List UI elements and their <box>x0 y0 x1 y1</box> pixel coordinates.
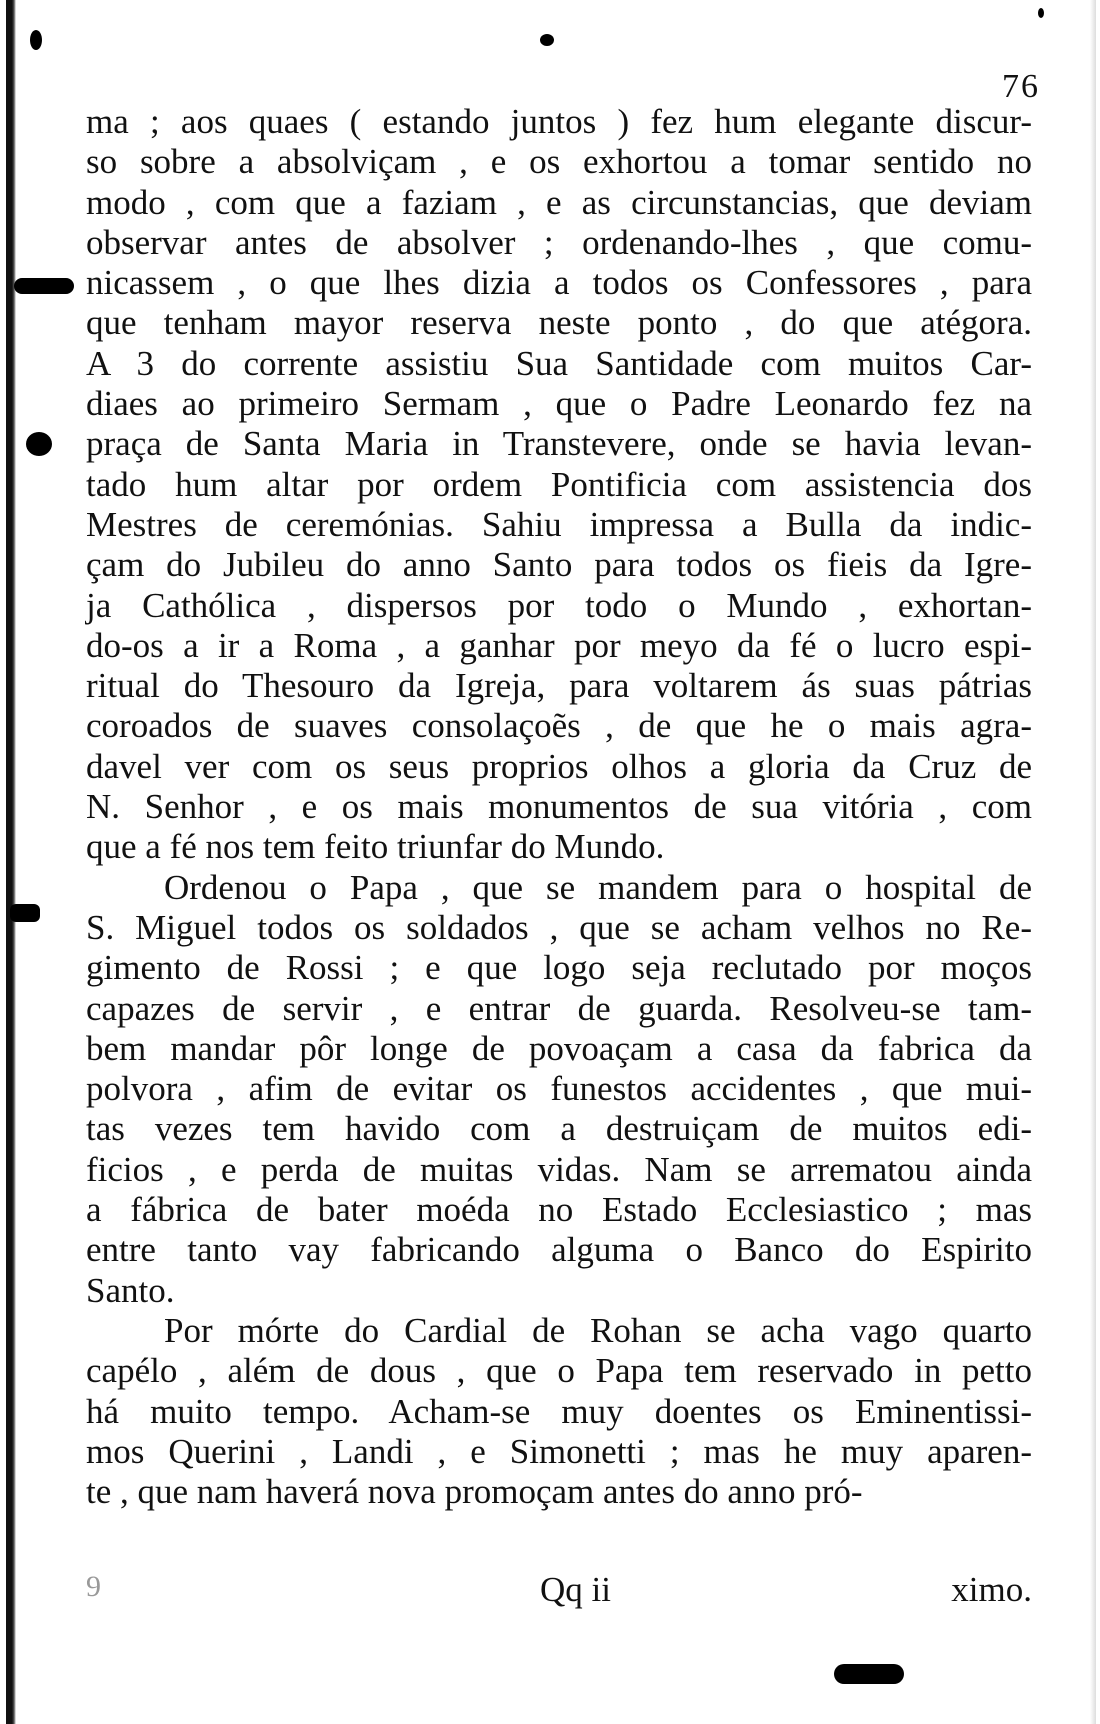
text-line: ja Cathólica , dispersos por todo o Mundo , exhortan- <box>86 585 1032 625</box>
text-line: tas vezes tem havido com a destruiçam de muitos edi- <box>86 1109 1032 1149</box>
text-line: mos Querini , Landi , e Simonetti ; mas he muy aparen- <box>86 1431 1032 1471</box>
text-line: N. Senhor , e os mais monumentos de sua vitória , com <box>86 787 1032 827</box>
text-line: Ordenou o Papa , que se mandem para o hospital de <box>164 867 1032 907</box>
text-line: há muito tempo. Acham-se muy doentes os Eminentissi- <box>86 1391 1032 1431</box>
ink-blot <box>10 904 40 922</box>
text-line: capélo , além de dous , que o Papa tem reservado in petto <box>86 1351 1032 1391</box>
ink-blot <box>30 30 42 50</box>
stray-mark: 9 <box>86 1570 101 1603</box>
text-line: A 3 do corrente assistiu Sua Santidade com muitos Car- <box>86 343 1032 383</box>
text-line: polvora , afim de evitar os funestos accidentes , que mui- <box>86 1069 1032 1109</box>
text-line: Por mórte do Cardial de Rohan se acha vago quarto <box>164 1310 1032 1350</box>
text-line: que tenham mayor reserva neste ponto , do que atégora. <box>86 303 1032 343</box>
text-line: praça de Santa Maria in Transtevere, onde se havia levan- <box>86 424 1032 464</box>
text-line: ficios , e perda de muitas vidas. Nam se arrematou ainda <box>86 1149 1032 1189</box>
ink-blot <box>540 34 554 46</box>
ink-blot <box>26 432 52 456</box>
text-line: ritual do Thesouro da Igreja, para voltarem ás suas pátrias <box>86 666 1032 706</box>
paragraph <box>86 1311 1032 1512</box>
catchword: ximo. <box>951 1570 1032 1609</box>
page-footer <box>86 1570 1032 1610</box>
page-number: 76 <box>1002 68 1040 105</box>
text-line: que a fé nos tem feito triunfar do Mundo. <box>86 827 665 867</box>
binding-edge <box>6 0 16 1724</box>
text-line: do-os a ir a Roma , a ganhar por meyo da fé o lucro espi- <box>86 625 1032 665</box>
text-line: gimento de Rossi ; e que logo seja reclutado por moços <box>86 948 1032 988</box>
signature-mark: Qq ii <box>540 1570 611 1609</box>
text-line: bem mandar pôr longe de povoaçam a casa da fabrica da <box>86 1028 1032 1068</box>
text-line: observar antes de absolver ; ordenando-lhes , que comu- <box>86 222 1032 262</box>
text-line: S. Miguel todos os soldados , que se acham velhos no Re- <box>86 907 1032 947</box>
text-line: tado hum altar por ordem Pontificia com assistencia dos <box>86 464 1032 504</box>
text-line: te , que nam haverá nova promoçam antes do anno pró- <box>86 1472 863 1512</box>
text-line: nicassem , o que lhes dizia a todos os Confessores , para <box>86 263 1032 303</box>
paragraph <box>86 102 1032 868</box>
text-line: çam do Jubileu do anno Santo para todos os fieis da Igre- <box>86 545 1032 585</box>
text-line: modo , com que a faziam , e as circunstancias, que deviam <box>86 182 1032 222</box>
ink-blot <box>1038 8 1044 18</box>
paragraph <box>86 868 1032 1311</box>
text-line: davel ver com os seus proprios olhos a gloria da Cruz de <box>86 746 1032 786</box>
ink-blot <box>14 278 74 294</box>
body-text <box>86 102 1032 1512</box>
text-line: coroados de suaves consolaçoẽs , de que he o mais agra- <box>86 706 1032 746</box>
text-line: capazes de servir , e entrar de guarda. Resolveu-se tam- <box>86 988 1032 1028</box>
text-line: a fábrica de bater moéda no Estado Ecclesiastico ; mas <box>86 1190 1032 1230</box>
ink-blot <box>834 1664 904 1684</box>
text-line: ma ; aos quaes ( estando juntos ) fez hum elegante discur- <box>86 102 1032 141</box>
text-line: Mestres de ceremónias. Sahiu impressa a Bulla da indic- <box>86 504 1032 544</box>
text-line: diaes ao primeiro Sermam , que o Padre Leonardo fez na <box>86 384 1032 424</box>
text-line: Santo. <box>86 1270 175 1310</box>
text-line: so sobre a absolviçam , e os exhortou a tomar sentido no <box>86 142 1032 182</box>
text-line: entre tanto vay fabricando alguma o Banco do Espirito <box>86 1230 1032 1270</box>
page-edge <box>1090 0 1096 1724</box>
